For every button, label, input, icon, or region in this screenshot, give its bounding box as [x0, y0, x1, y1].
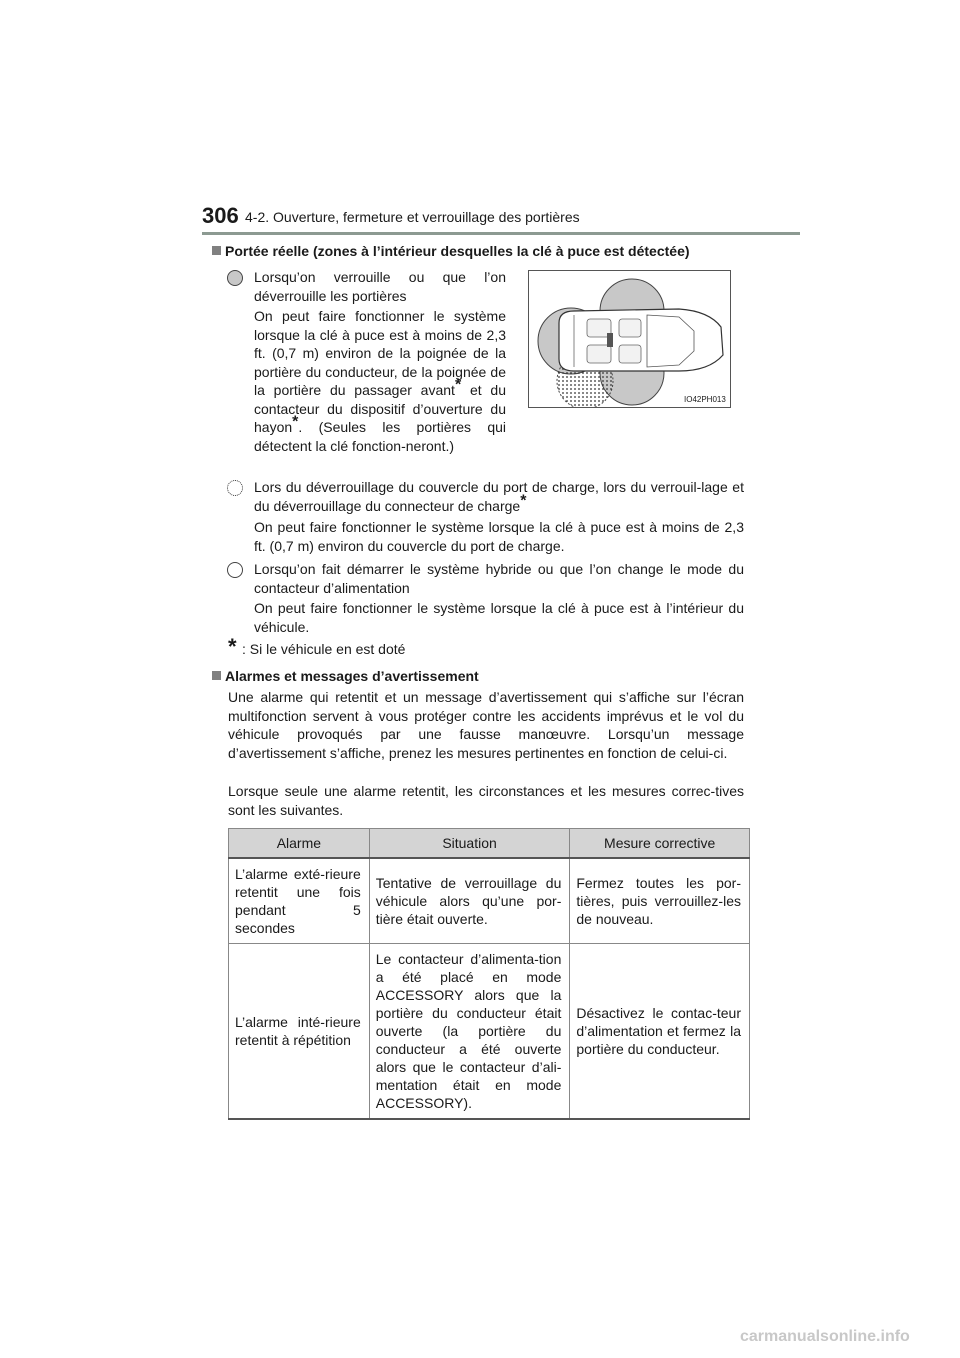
paragraph: Une alarme qui retentit et un message d’avertissement qui s’affiche sur l’écran multifonction servent à vous protéger contre les accidents imprévus et le vol du véhicule provoqués par une fausse manœuvre. Lorsqu’un message d’avertissement s’affiche, prenez les mesures pertinentes en fonction de celui-ci.: [228, 689, 744, 761]
footnote-text: : Si le véhicule en est doté: [242, 641, 406, 657]
table-cell: Fermez toutes les por-tières, puis verrouillez-les de nouveau.: [570, 858, 750, 944]
table-cell: Tentative de verrouillage du véhicule alors qu’une por-tière était ouverte.: [369, 858, 570, 944]
diagram-code: IO42PH013: [684, 395, 726, 404]
dotted-circle-icon: [227, 480, 243, 496]
table-row: [229, 944, 750, 1120]
table-header: Situation: [369, 829, 570, 859]
table-cell: L’alarme inté-rieure retentit à répétition: [229, 944, 370, 1120]
paragraph: Lorsque seule une alarme retentit, les circonstances et les mesures correc-tives sont les suivantes.: [228, 783, 744, 818]
table-header-row: [229, 829, 750, 859]
asterisk: *: [520, 491, 527, 509]
item-body: On peut faire fonctionner le système lorsque la clé à puce est à moins de 2,3 ft. (0,7 m) environ du couvercle du port de charge.: [254, 519, 744, 554]
table-header: Mesure corrective: [570, 829, 750, 859]
header-rule: [202, 232, 800, 235]
item-title: Lorsqu’on verrouille ou que l’on déverrouille les portières: [254, 269, 506, 304]
alarm-table: [228, 828, 750, 1120]
footnote-asterisk: *: [228, 634, 237, 659]
table-header: Alarme: [229, 829, 370, 859]
table-cell: Désactivez le contac-teur d’alimentation et fermez la portière du conducteur.: [570, 944, 750, 1120]
grey-circle-icon: [227, 270, 243, 286]
table-cell: Le contacteur d’alimenta-tion a été placé en mode ACCESSORY alors que la portière du conducteur était ouverte (la portière du conducteur a été ouverte alors que le contacteur d’ali-mentation était en mode ACCESSORY).: [369, 944, 570, 1120]
item-title: Lors du déverrouillage du couvercle du port de charge, lors du verrouil-lage et du déverrouillage du connecteur de charge*: [254, 479, 744, 514]
item-title: Lorsqu’on fait démarrer le système hybride ou que l’on change le mode du contacteur d’alimentation: [254, 561, 744, 596]
table-row: [229, 858, 750, 944]
square-bullet-icon: [212, 671, 221, 680]
car-top-view-illustration: [529, 271, 730, 407]
section-heading-alarms: Alarmes et messages d’avertissement: [212, 668, 479, 684]
item-body: On peut faire fonctionner le système lorsque la clé à puce est à l’intérieur du véhicule.: [254, 600, 744, 635]
section-heading-range: Portée réelle (zones à l’intérieur desquelles la clé à puce est détectée): [212, 243, 690, 259]
asterisk: *: [454, 376, 462, 394]
page-number: 306: [202, 203, 239, 228]
white-circle-icon: [227, 562, 243, 578]
square-bullet-icon: [212, 246, 221, 255]
asterisk: *: [292, 413, 299, 431]
table-cell: L’alarme exté-rieure retentit une fois pendant 5 secondes: [229, 858, 370, 944]
watermark: carmanualsonline.info: [740, 1328, 910, 1345]
chapter-title: 4-2. Ouverture, fermeture et verrouillage des portières: [245, 209, 580, 225]
item-body: On peut faire fonctionner le système lorsque la clé à puce est à moins de 2,3 ft. (0,7 m) environ de la poignée de la portière du conducteur, de la poignée de la portière du passager avant* et du contacteur du dispositif d’ouverture du hayon*. (Seules les portières qui détectent la clé fonction-neront.): [254, 308, 506, 454]
detection-range-diagram: [528, 270, 731, 408]
